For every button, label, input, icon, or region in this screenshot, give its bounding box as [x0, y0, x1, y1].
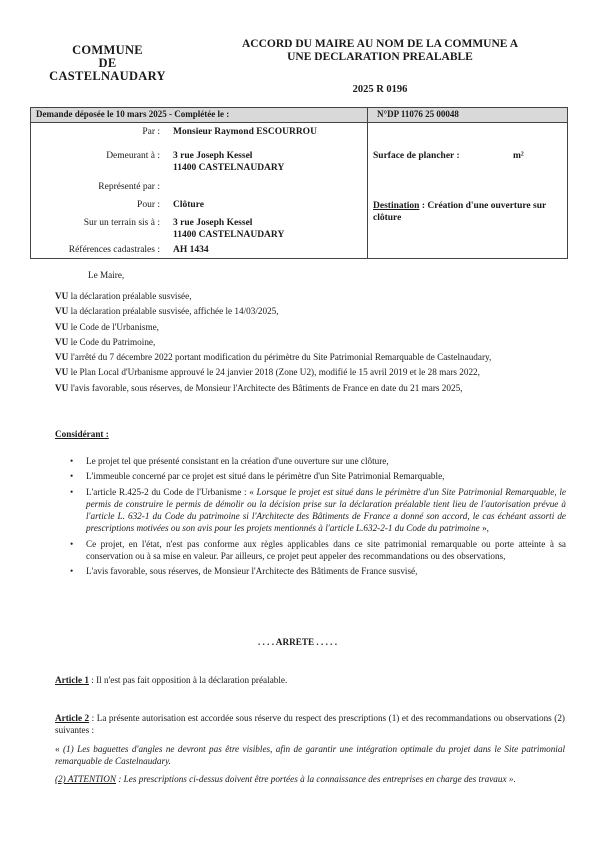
vu-item: VU le Code du Patrimoine,: [55, 336, 156, 347]
label-terrain: Sur un terrain sis à :: [83, 218, 160, 228]
label-demeurant: Demeurant à :: [106, 151, 160, 161]
prescription-1: « (1) Les baguettes d'angles ne devront pas être visibles, afin de garantir une intégration optimale du projet dans le Site patrimonial remarquable de Castelnaudary.: [55, 744, 565, 767]
considerant-item: • L'avis favorable, sous réserves, de Monsieur l'Architecte des Bâtiments de France susvisé,: [66, 565, 566, 577]
article-1-text: : Il n'est pas fait opposition à la déclaration préalable.: [88, 675, 288, 685]
request-header-bar: [30, 107, 568, 123]
applicant-fields: [30, 123, 366, 257]
label-pour: Pour :: [137, 200, 160, 210]
dossier-number: N°DP 11076 25 00048: [377, 109, 459, 119]
document-title: [210, 38, 550, 64]
label-cadastre: Références cadastrales :: [68, 245, 160, 255]
title-line-1: ACCORD DU MAIRE AU NOM DE LA COMMUNE A: [242, 38, 518, 50]
considerant-item: • Ce projet, en l'état, n'est pas conforme aux règles applicables dans ce site patrimonial remarquable ou porte atteinte à sa conservation ou à sa mise en valeur. Par ailleurs, ce projet peut appeler des recommandations ou des observations,: [66, 538, 566, 563]
destination-value: : Création d'une ouverture sur clôture: [373, 201, 547, 223]
destination-label: Destination: [373, 201, 420, 211]
prescription-2: (2) ATTENTION : Les prescriptions ci-dessus doivent être portées à la connaissance des entreprises en charge des travaux ».: [55, 774, 516, 784]
considerants-list: [66, 455, 566, 581]
label-par: Par :: [142, 127, 160, 137]
value-par: Monsieur Raymond ESCOURROU: [173, 127, 317, 137]
surface-label: Surface de plancher :: [373, 151, 460, 161]
article-1: [55, 674, 565, 686]
commune-line-1: COMMUNE: [72, 43, 143, 57]
considerant-item: • Le projet tel que présenté consistant en la création d'une ouverture sur une clôture,: [66, 455, 566, 467]
vu-item: VU la déclaration préalable susvisée, affichée le 14/03/2025,: [55, 306, 279, 317]
value-cadastre: AH 1434: [173, 245, 209, 255]
article-2-label: Article 2: [55, 713, 90, 723]
article-2: [55, 712, 565, 737]
destination: [373, 200, 558, 224]
considerant-item: • L'immeuble concerné par ce projet est situé dans le périmètre d'un Site Patrimonial Remarquable,: [66, 470, 566, 482]
arrete-reference: 2025 R 0196: [352, 84, 408, 95]
commune-line-3: CASTELNAUDARY: [49, 69, 166, 83]
commune-name: [40, 44, 175, 83]
value-terrain: 3 rue Joseph Kessel 11400 CASTELNAUDARY: [173, 218, 285, 240]
article-1-label: Article 1: [55, 675, 89, 685]
considerant-heading: Considérant :: [55, 429, 109, 439]
surface-unit: m²: [513, 151, 524, 161]
arrete-heading: . . . . ARRETE . . . . .: [257, 637, 338, 647]
vu-item: VU le Code de l'Urbanisme,: [55, 321, 159, 332]
surface-plancher: [373, 150, 563, 162]
maire-heading: Le Maire,: [88, 270, 125, 280]
vus-list: [55, 290, 567, 397]
vu-item: VU l'arrêté du 7 décembre 2022 portant modification du périmètre du Site Patrimonial Remarquable de Castelnaudary,: [55, 352, 492, 363]
considerant-item: • L'article R.425-2 du Code de l'Urbanisme : « Lorsque le projet est situé dans le périmètre d'un Site Patrimonial Remarquable, le permis de construire le permis de démolir ou la décision prise sur la déclaration préalable tient lieu de l'autorisation prévue à l'article L. 632-1 du Code du patrimoine si l'Architecte des Bâtiments de France a donné son accord, le cas échéant assorti de prescriptions motivées ou son avis pour les projets mentionnés à l'article L.632-2-1 du Code du patrimoine »,: [66, 486, 566, 535]
label-represente: Représenté par :: [98, 182, 160, 192]
vu-item: VU le Plan Local d'Urbanisme approuvé le 24 janvier 2018 (Zone U2), modifié le 15 avril 2019 et le 28 mars 2022,: [55, 367, 480, 378]
value-demeurant: 3 rue Joseph Kessel 11400 CASTELNAUDARY: [173, 151, 285, 173]
demande-date: Demande déposée le 10 mars 2025 - Complétée le :: [36, 109, 230, 119]
value-pour: Clôture: [173, 200, 204, 210]
surface-cell: [367, 122, 568, 259]
commune-line-2: DE: [98, 56, 117, 70]
vu-item: VU la déclaration préalable susvisée,: [55, 291, 192, 301]
vu-item: VU l'avis favorable, sous réserves, de Monsieur l'Architecte des Bâtiments de France en date du 21 mars 2025,: [55, 382, 463, 393]
title-line-2: UNE DECLARATION PREALABLE: [287, 51, 473, 63]
article-2-text: : La présente autorisation est accordée sous réserve du respect des prescriptions (1) et des recommandations ou observations (2) suivantes :: [55, 713, 565, 736]
